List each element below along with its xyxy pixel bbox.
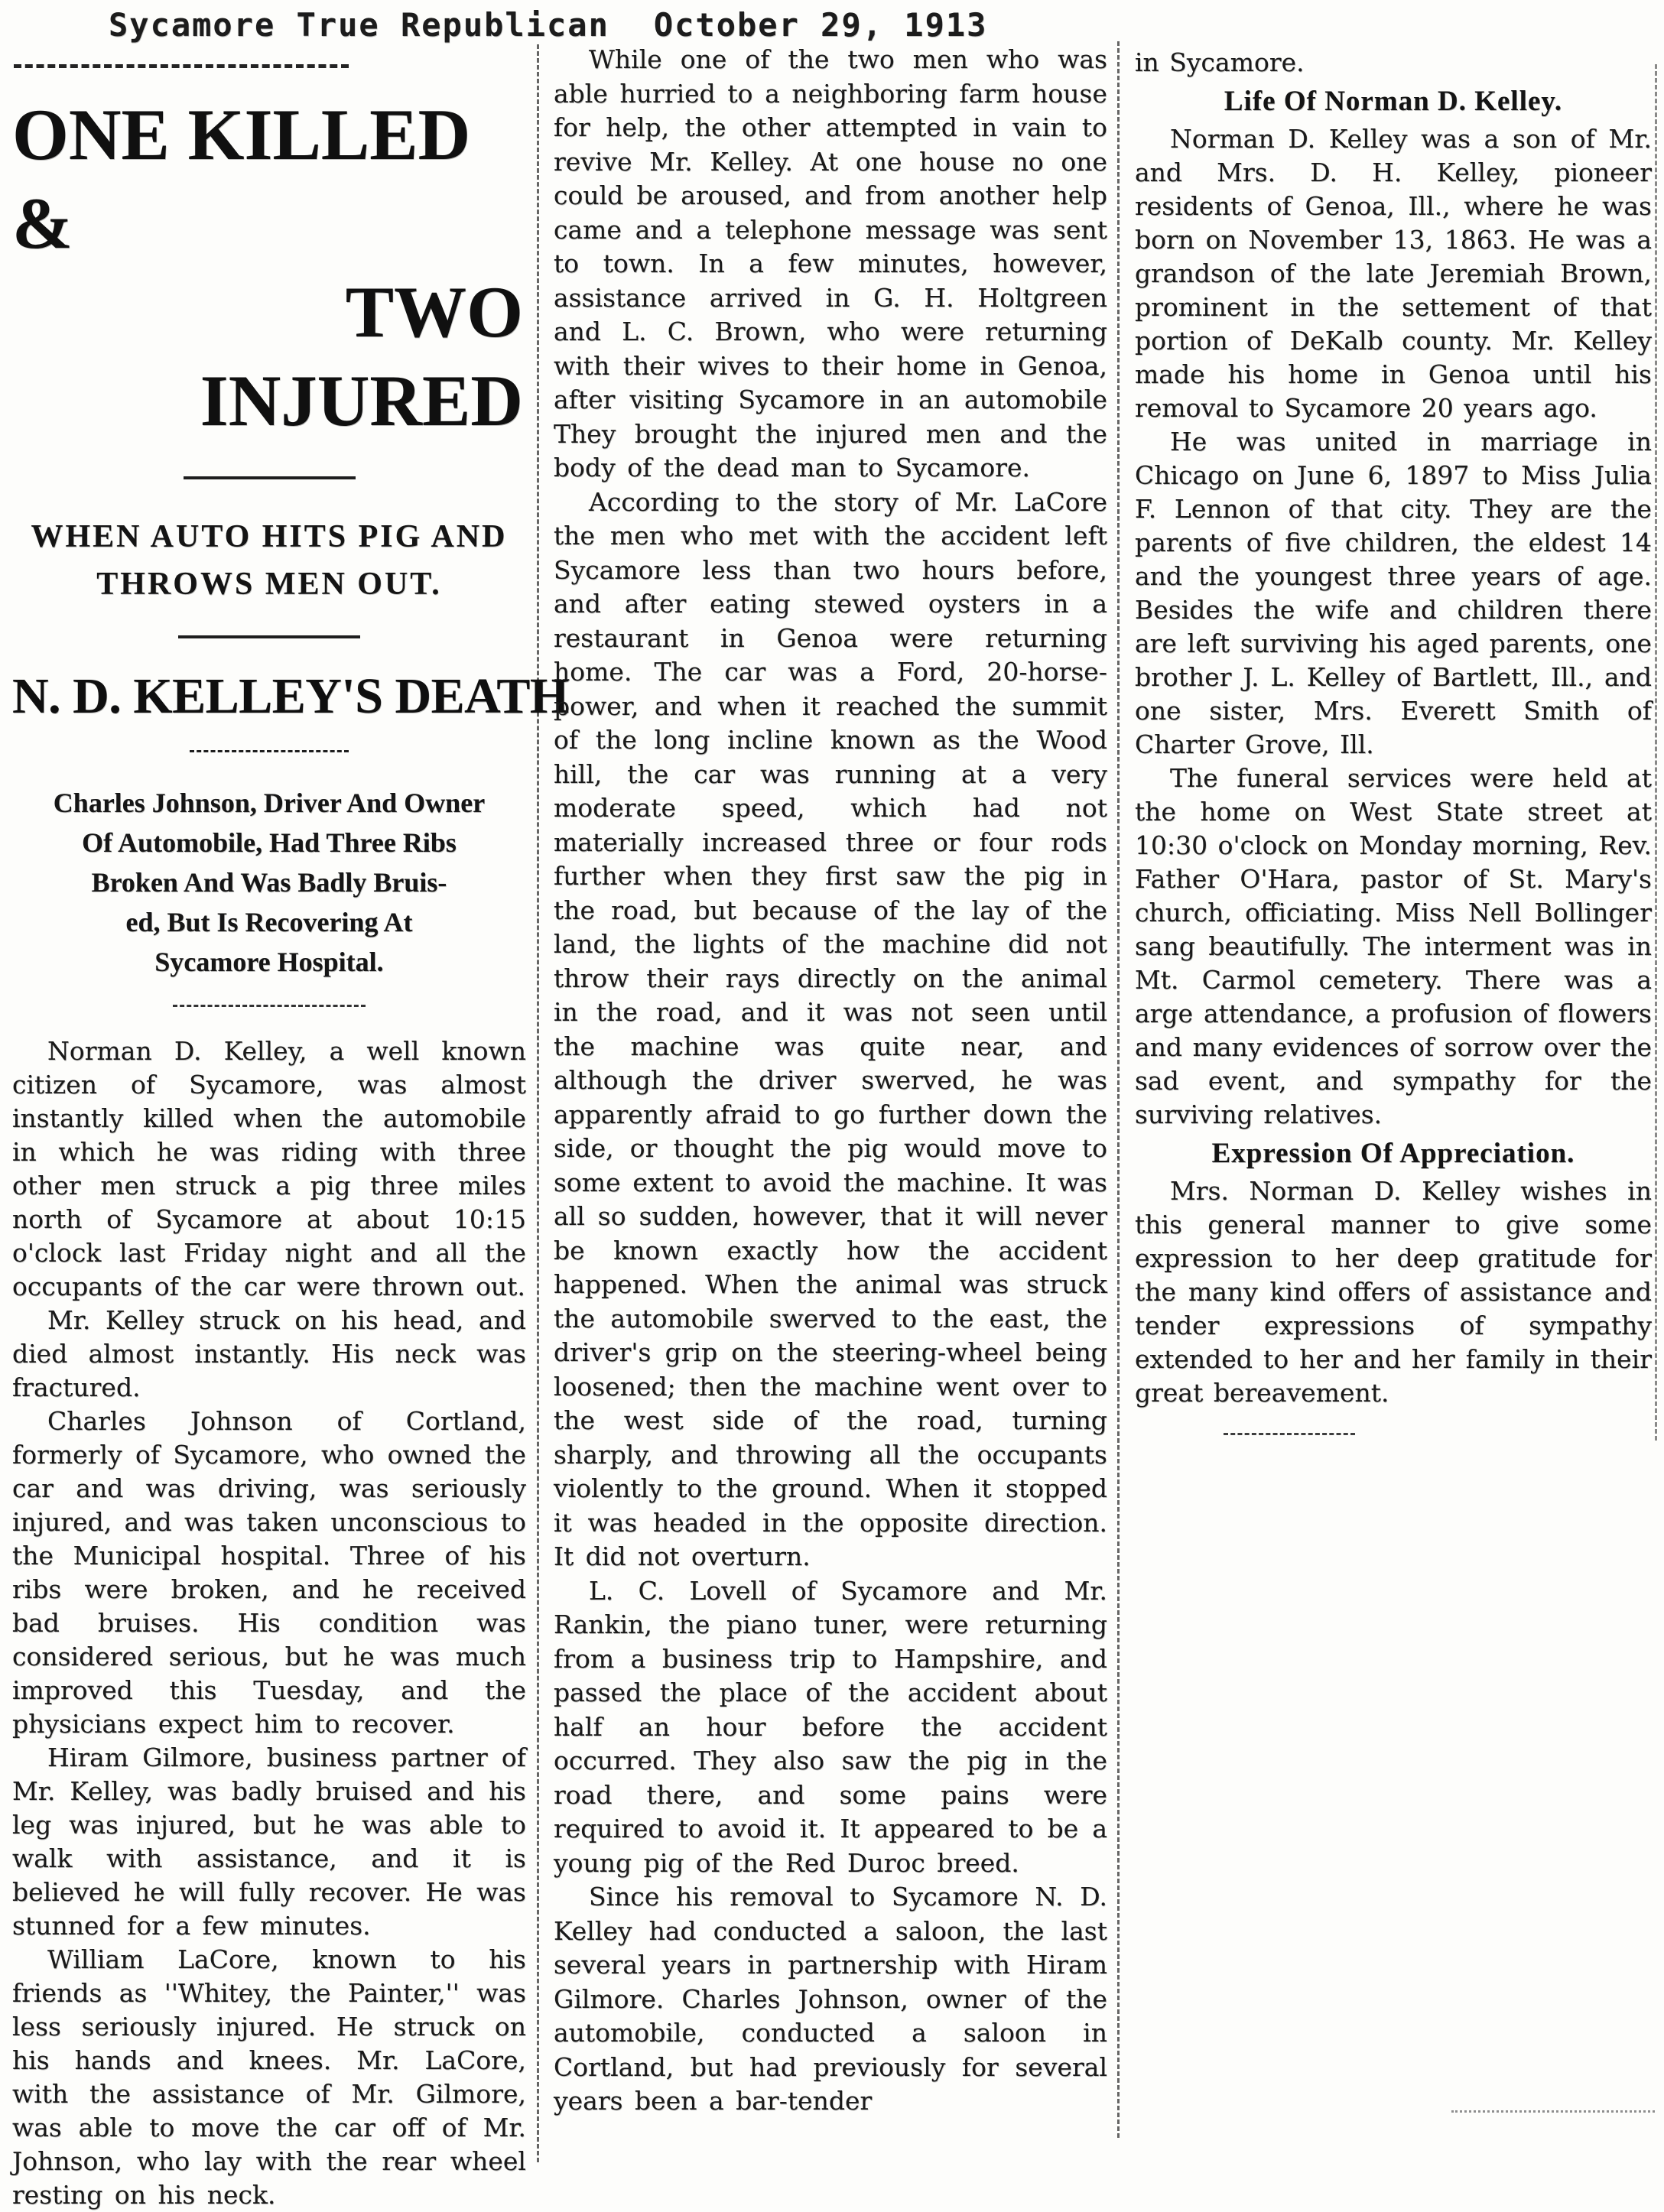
column-1 bbox=[12, 64, 569, 2212]
body-paragraph: Mrs. Norman D. Kelley wishes in this general manner to give some expression to her deep gratitude for the many kind offers of assistance and tender expressions of sympathy extended to her and her family in their great bereavement. bbox=[1135, 1176, 1652, 1408]
body-paragraph: L. C. Lovell of Sycamore and Mr. Rankin, the piano tuner, were returning from a business trip to Hampshire, and passed the place of the accident about half an hour before the accident occurred. They also saw the pig in the road there, and some pains were required to avoid it. It appeared to be a young pig of the Red Duroc breed. bbox=[554, 1575, 1107, 1878]
top-rule bbox=[14, 64, 349, 68]
column-divider-3 bbox=[1655, 64, 1657, 1441]
column-3 bbox=[1135, 46, 1652, 1435]
column-divider-2 bbox=[1117, 41, 1120, 2138]
section-rule bbox=[184, 476, 356, 479]
end-rule bbox=[1224, 1433, 1355, 1435]
section-rule bbox=[178, 635, 360, 638]
section-heading-appreciation: Expression Of Appreciation. bbox=[1211, 1138, 1575, 1169]
deck-line: Broken And Was Badly Bruis- bbox=[91, 867, 447, 898]
section-rule bbox=[190, 750, 349, 752]
body-paragraph: Hiram Gilmore, business partner of Mr. Kelley, was badly bruised and his leg was injured, but he was able to walk with assistance, and it is believed he will fully recover. He was stunned for a few minutes. bbox=[12, 1743, 526, 1941]
masthead bbox=[109, 6, 987, 44]
body-paragraph: Charles Johnson of Cortland, formerly of Sycamore, who owned the car and was driving, was seriously injured, and was taken unconscious to the Municipal hospital. Three of his ribs were broken, and he received bad bruises. His condition was considered serious, but he was much improved this Tuesday, and the physicians expect him to recover. bbox=[12, 1406, 526, 1739]
secondary-headline: N. D. KELLEY'S DEATH bbox=[12, 667, 569, 724]
masthead-title: Sycamore True Republican bbox=[109, 6, 609, 44]
deck-line: Sycamore Hospital. bbox=[154, 947, 384, 978]
deck-line: Of Automobile, Had Three Ribs bbox=[82, 827, 457, 859]
column-divider-1 bbox=[537, 44, 539, 2162]
subheadline-line1: WHEN AUTO HITS PIG AND bbox=[31, 518, 508, 554]
body-paragraph: Since his removal to Sycamore N. D. Kelley had conducted a saloon, the last several years in partnership with Hiram Gilmore. Charles Johnson, owner of the automobile, conducted a saloon in Cortland, but had previously for several years been a bar-tender bbox=[554, 1882, 1107, 2116]
masthead-date: October 29, 1913 bbox=[653, 6, 988, 44]
body-paragraph: The funeral services were held at the home on West State street at 10:30 o'clock on Monday morning, Rev. Father O'Hara, pastor of St. Mary's church, officiating. Miss Nell Bollinger sang beautifully. The interment was in Mt. Carmol cemetery. There was a arge attendance, a profusion of flowers and many evidences of sorrow over the sad event, and sympathy for the surviving relatives. bbox=[1135, 763, 1652, 1129]
body-paragraph: According to the story of Mr. LaCore the men who met with the accident left Sycamore less than two hours before, and after eating stewed oysters in a restaurant in Genoa were returning home. The car was a Ford, 20-horse-power, and when it reached the summit of the long incline known as the Wood hill, the car was running at a very moderate speed, which had not materially increased three or four rods further when they first saw the pig in the road, but because of the lay of the land, the lights of the machine did not throw their rays directly on the animal in the road, and it was not seen until the machine was quite near, and although the driver swerved, he was apparently afraid to go further down the side, or thought the pig would move to some extent to avoid the machine. It was all so sudden, however, that it will never be known exactly how the accident happened. When the animal was struck the automobile swerved to the east, the driver's grip on the steering-wheel being loosened; then the machine went over to the west side of the road, turning sharply, and throwing all the occupants violently to the ground. When it stopped it was headed in the opposite direction. It did not overturn. bbox=[554, 486, 1107, 1571]
body-paragraph: Norman D. Kelley, a well known citizen of Sycamore, was almost instantly killed when the automobile in which he was riding with three other men struck a pig three miles north of Sycamore at about 10:15 o'clock last Friday night and all the occupants of the car were thrown out. bbox=[12, 1036, 526, 1302]
section-heading-life: Life Of Norman D. Kelley. bbox=[1224, 86, 1563, 117]
headline-line2: TWO INJURED bbox=[200, 271, 523, 441]
body-paragraph: William LaCore, known to his friends as ''Whitey, the Painter,'' was less seriously injured. He struck on his hands and knees. Mr. LaCore, with the assistance of Mr. Gilmore, was able to move the car off of Mr. Johnson, who lay with the rear wheel resting on his neck. bbox=[12, 1944, 526, 2210]
body-paragraph: He was united in marriage in Chicago on June 6, 1897 to Miss Julia F. Lennon of that city. They are the parents of five children, the eldest 14 and the youngest three years of age. Besides the wife and children there are left surviving his aged parents, one brother J. L. Kelley of Bartlett, Ill., and one sister, Mrs. Everett Smith of Charter Grove, Ill. bbox=[1135, 427, 1652, 759]
body-paragraph: Mr. Kelley struck on his head, and died almost instantly. His neck was fractured. bbox=[12, 1305, 526, 1403]
continuation-line: in Sycamore. bbox=[1135, 47, 1305, 77]
body-paragraph: While one of the two men who was able hurried to a neighboring farm house for help, the other attempted in vain to revive Mr. Kelley. At one house no one could be aroused, and from another help came and a telephone message was sent to town. In a few minutes, however, assistance arrived in G. H. Holtgreen and L. C. Brown, who were returning with their wives to their home in Genoa, after visiting Sycamore in an automobile They brought the injured men and the body of the dead man to Sycamore. bbox=[554, 44, 1107, 482]
bottom-dotted-line bbox=[1451, 2110, 1655, 2113]
column-2 bbox=[554, 43, 1107, 2119]
body-paragraph: Norman D. Kelley was a son of Mr. and Mrs. D. H. Kelley, pioneer residents of Genoa, Ill., where he was born on November 13, 1863. He was a grandson of the late Jeremiah Brown, prominent in the settement of that portion of DeKalb county. Mr. Kelley made his home in Genoa until his removal to Sycamore 20 years ago. bbox=[1135, 124, 1652, 423]
subheadline-line2: THROWS MEN OUT. bbox=[96, 566, 442, 602]
headline-line1: ONE KILLED & bbox=[12, 94, 471, 264]
deck-line: Charles Johnson, Driver And Owner bbox=[53, 788, 486, 819]
deck-line: ed, But Is Recovering At bbox=[125, 907, 413, 938]
section-rule bbox=[173, 1005, 366, 1007]
